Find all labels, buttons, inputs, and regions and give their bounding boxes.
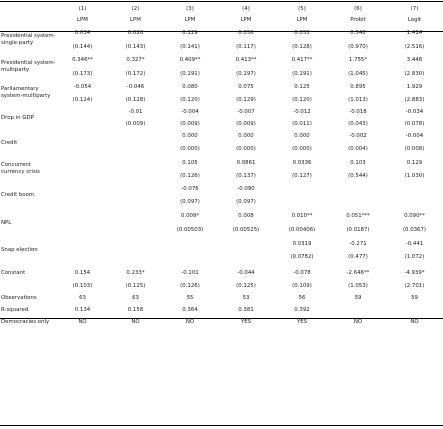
standard-error <box>109 142 162 156</box>
coefficient: -0.004 <box>405 133 424 139</box>
standard-error: (2.516) <box>404 43 425 50</box>
method-label: LPM <box>184 17 196 23</box>
table-body <box>0 3 443 328</box>
stat-row <box>0 304 443 316</box>
method-label: LPM <box>77 17 88 23</box>
standard-error <box>330 195 386 209</box>
constant-se-row <box>0 279 443 292</box>
stat-value <box>330 304 386 316</box>
coefficient: -0.046 <box>126 83 145 90</box>
column-number: (4) <box>242 5 250 12</box>
stat-value: NO <box>185 319 195 325</box>
coefficient: 3.448 <box>406 57 423 63</box>
method-row <box>0 14 443 26</box>
standard-error: (0.0187) <box>346 226 370 233</box>
standard-error: (0.970) <box>348 43 368 50</box>
coefficient: 0.000 <box>238 133 254 139</box>
coef-row <box>0 106 443 117</box>
standard-error <box>109 195 162 209</box>
se-row <box>0 222 443 237</box>
coefficient: 0.103 <box>350 160 366 166</box>
standard-error <box>56 250 109 263</box>
stat-row <box>0 316 443 328</box>
coefficient <box>56 106 109 117</box>
stat-label: Observations <box>1 294 37 301</box>
coefficient: 0.008 <box>238 212 254 219</box>
coefficient: 0.010** <box>291 212 313 219</box>
standard-error: (0.141) <box>180 43 200 50</box>
stat-value: NO <box>410 319 419 325</box>
coefficient: -0.090 <box>237 185 255 192</box>
results-table <box>0 3 443 328</box>
coefficient: -0.101 <box>181 270 199 276</box>
se-row <box>0 117 443 130</box>
standard-error: (1.030) <box>404 173 425 179</box>
standard-error: (0.097) <box>236 199 256 205</box>
standard-error: (0.124) <box>72 96 93 103</box>
coefficient: 1.755* <box>348 57 368 63</box>
top-rule <box>0 1 443 2</box>
standard-error: (1.053) <box>348 282 368 289</box>
standard-error: (0.00503) <box>176 226 204 233</box>
column-number-row <box>0 3 443 14</box>
coefficient: -0.441 <box>405 240 424 247</box>
row-label: Credit boom <box>1 192 35 199</box>
se-row <box>0 250 443 263</box>
standard-error: (1.072) <box>404 253 425 260</box>
standard-error: (0.078) <box>404 120 425 127</box>
coefficient <box>386 182 443 195</box>
row-label: NPL <box>1 219 12 226</box>
coefficient: 0.417** <box>291 57 313 63</box>
coefficient <box>56 237 109 250</box>
stat-value: 63 <box>132 295 139 301</box>
coefficient: -4.939* <box>404 270 425 276</box>
coefficient <box>109 182 162 195</box>
row-label: Presidential system-multiparty <box>1 59 56 73</box>
stat-value: 59 <box>354 295 362 301</box>
standard-error: (0.172) <box>125 70 146 77</box>
standard-error: (0.00406) <box>288 226 316 233</box>
standard-error <box>386 195 443 209</box>
coef-row <box>0 80 443 93</box>
standard-error: (0.004) <box>348 146 368 152</box>
standard-error <box>56 195 109 209</box>
coefficient: 1.929 <box>406 83 423 90</box>
coefficient: 0.129 <box>406 160 423 166</box>
coefficient <box>109 209 162 222</box>
coefficient: 0.413** <box>235 57 257 63</box>
row-label: Concurrent currency crisis <box>1 162 40 175</box>
row-label: Presidential system-single-party <box>1 32 56 46</box>
standard-error: (0.144) <box>72 43 93 50</box>
se-row <box>0 93 443 106</box>
stat-row <box>0 292 443 304</box>
column-number: (3) <box>186 5 194 12</box>
coefficient: 0.034 <box>74 30 91 36</box>
stat-value: YES <box>240 319 252 325</box>
standard-error: (0.009) <box>180 120 200 127</box>
coefficient: 0.895 <box>350 83 366 90</box>
standard-error: (0.137) <box>236 173 256 179</box>
method-label: Logit <box>407 17 422 23</box>
coefficient: -0.034 <box>405 108 424 115</box>
coefficient: -0.012 <box>293 108 311 115</box>
standard-error: (0.000) <box>292 146 312 152</box>
standard-error: (1.013) <box>348 96 368 103</box>
coefficient: -0.054 <box>73 83 92 90</box>
coefficient: 0.009* <box>180 212 200 219</box>
stat-label: R-squared <box>1 306 29 313</box>
se-row <box>0 40 443 53</box>
stat-value: 0.134 <box>74 307 91 313</box>
coefficient: 0.075 <box>238 83 254 90</box>
coefficient: 0.105 <box>182 160 198 166</box>
standard-error: (0.125) <box>236 282 256 289</box>
coefficient: -0.01 <box>128 108 143 115</box>
stat-value: 0.364 <box>182 307 198 313</box>
coefficient: 0.051*** <box>346 212 370 219</box>
coefficient <box>218 237 274 250</box>
standard-error: (0.097) <box>180 199 200 205</box>
standard-error: (2.883) <box>404 96 425 103</box>
coefficient: 1.414 <box>406 30 423 36</box>
standard-error: (0.103) <box>72 282 93 289</box>
standard-error <box>56 142 109 156</box>
stat-value: NO <box>78 319 87 325</box>
standard-error: (0.008) <box>404 146 425 152</box>
stat-label: Democracies only <box>1 318 50 325</box>
standard-error: (0.129) <box>236 96 256 103</box>
coefficient: 0.409** <box>179 57 201 63</box>
standard-error <box>274 195 330 209</box>
stat-value: 56 <box>298 295 306 301</box>
coef-row <box>0 53 443 67</box>
row-label: Constant <box>1 269 26 276</box>
standard-error <box>109 250 162 263</box>
coefficient: 0.000 <box>294 133 310 139</box>
coefficient: 0.000 <box>182 133 198 139</box>
standard-error: (0.109) <box>292 282 312 289</box>
standard-error: (0.127) <box>292 173 312 179</box>
column-number: (6) <box>354 5 362 12</box>
coefficient: 0.0336 <box>292 160 312 166</box>
column-number: (1) <box>78 5 87 12</box>
standard-error <box>162 250 218 263</box>
standard-error: (0.544) <box>348 173 368 179</box>
standard-error: (0.173) <box>72 70 93 77</box>
standard-error: (0.009) <box>236 120 256 127</box>
coefficient <box>109 130 162 142</box>
stat-value: 55 <box>186 295 194 301</box>
row-label: Drop in GDP <box>1 114 34 121</box>
bottom-rule <box>0 425 443 426</box>
coefficient: 0.346** <box>72 57 93 63</box>
row-label-blank <box>0 279 56 292</box>
standard-error: (0.000) <box>236 146 256 152</box>
standard-error: (0.126) <box>180 282 200 289</box>
row-label: Credit <box>1 139 18 146</box>
coefficient: 0.090** <box>404 212 425 219</box>
stat-value: YES <box>296 319 308 325</box>
coefficient <box>330 182 386 195</box>
standard-error: (0.009) <box>125 120 146 127</box>
coefficient: 0.026 <box>127 30 144 36</box>
standard-error <box>56 222 109 237</box>
se-row <box>0 142 443 156</box>
coefficient: 0.154 <box>74 270 91 276</box>
stat-value: 63 <box>79 295 86 301</box>
coefficient: -0.044 <box>237 270 255 276</box>
coefficient: -0.002 <box>349 133 367 139</box>
stat-value: NO <box>131 319 140 325</box>
header-blank <box>0 14 56 26</box>
stat-value: 53 <box>242 295 250 301</box>
standard-error <box>56 117 109 130</box>
row-label: Parliamentary system-multiparty <box>1 86 51 99</box>
stat-value: 0.158 <box>127 307 144 313</box>
standard-error: (2.830) <box>404 70 425 77</box>
standard-error: (0.125) <box>125 282 146 289</box>
coef-row <box>0 237 443 250</box>
standard-error <box>109 222 162 237</box>
header-blank <box>0 3 56 14</box>
coefficient: 0.0319 <box>292 240 312 247</box>
standard-error: (0.126) <box>180 173 200 179</box>
standard-error: (0.191) <box>292 70 312 77</box>
standard-error <box>218 250 274 263</box>
coef-row <box>0 156 443 170</box>
coefficient <box>56 209 109 222</box>
coef-row <box>0 182 443 195</box>
coefficient: 0.233* <box>126 270 145 276</box>
column-number: (7) <box>410 5 419 12</box>
stat-value: 0.381 <box>238 307 254 313</box>
method-label: LPM <box>130 17 141 23</box>
se-row <box>0 195 443 209</box>
coefficient <box>274 182 330 195</box>
constant-row <box>0 267 443 279</box>
coefficient <box>56 130 109 142</box>
standard-error: (0.117) <box>236 43 256 50</box>
coefficient <box>56 182 109 195</box>
coef-row <box>0 209 443 222</box>
standard-error: (0.120) <box>180 96 200 103</box>
coefficient <box>162 237 218 250</box>
coefficient: 0.055 <box>294 30 310 36</box>
standard-error: (1.045) <box>348 70 368 77</box>
stat-value: NO <box>353 319 363 325</box>
stat-value <box>386 304 443 316</box>
coefficient <box>56 156 109 170</box>
coefficient: -0.078 <box>293 270 311 276</box>
row-label: Snap election <box>1 246 38 253</box>
standard-error: (0.0367) <box>402 226 427 233</box>
column-number: (5) <box>298 5 306 12</box>
se-row <box>0 170 443 182</box>
stat-value: 0.392 <box>294 307 310 313</box>
standard-error: (0.477) <box>348 253 368 260</box>
standard-error: (0.120) <box>292 96 312 103</box>
standard-error <box>56 170 109 182</box>
method-label: Probit <box>350 17 366 23</box>
standard-error: (0.143) <box>125 43 146 50</box>
coefficient: -2.646** <box>346 270 370 276</box>
coefficient <box>109 156 162 170</box>
se-row <box>0 67 443 80</box>
coefficient: -0.271 <box>349 240 367 247</box>
standard-error: (0.197) <box>236 70 256 77</box>
method-label: LPM <box>240 17 252 23</box>
coefficient: 0.327* <box>126 57 145 63</box>
standard-error: (0.000) <box>180 146 200 152</box>
standard-error <box>109 170 162 182</box>
coefficient: 0.129 <box>182 30 198 36</box>
coefficient: -0.007 <box>237 108 255 115</box>
standard-error: (0.128) <box>292 43 312 50</box>
coefficient: 0.080 <box>182 83 198 90</box>
coefficient: -0.004 <box>181 108 199 115</box>
coefficient <box>109 237 162 250</box>
coefficient: 0.0861 <box>236 160 256 166</box>
coefficient: 0.056 <box>238 30 254 36</box>
coef-row <box>0 130 443 142</box>
standard-error: (0.191) <box>180 70 200 77</box>
stat-value: 59 <box>411 295 418 301</box>
standard-error: (0.043) <box>348 120 368 127</box>
standard-error: (2.701) <box>404 282 425 289</box>
standard-error: (0.00525) <box>232 226 260 233</box>
coefficient: -0.018 <box>349 108 367 115</box>
standard-error: (0.011) <box>292 120 312 127</box>
standard-error: (0.0782) <box>290 253 314 260</box>
coefficient: 0.125 <box>294 83 310 90</box>
standard-error: (0.128) <box>125 96 146 103</box>
method-label: LPM <box>296 17 308 23</box>
coefficient: -0.076 <box>181 185 199 192</box>
coef-row <box>0 26 443 40</box>
coefficient: 0.548 <box>350 30 366 36</box>
column-number: (2) <box>131 5 140 12</box>
